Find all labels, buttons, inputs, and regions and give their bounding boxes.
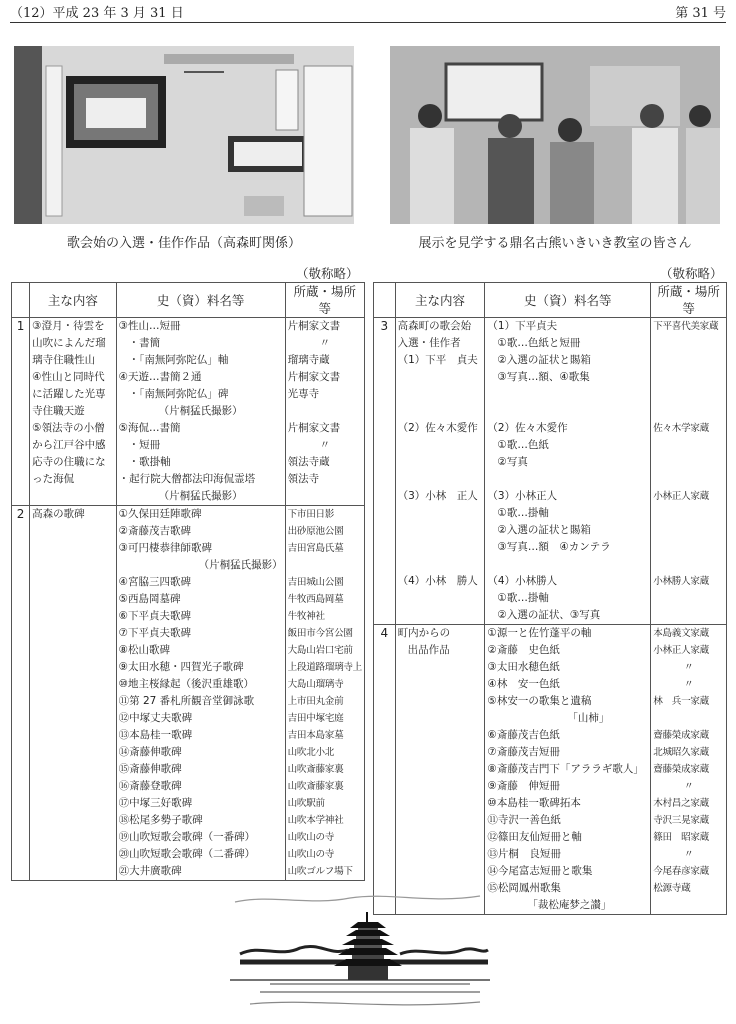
visitors-image	[390, 46, 720, 224]
owner-line: 山吹山の寺	[287, 832, 335, 843]
content-line: ⑤領法寺の小僧	[32, 422, 105, 434]
owner-line: 山吹本学神社	[287, 815, 344, 826]
material-line: ・歌掛軸	[128, 456, 171, 468]
row-owners	[651, 625, 727, 915]
owner-line: 小林正人家蔵	[653, 645, 709, 656]
content-line: 山吹によんだ瑠	[32, 337, 106, 349]
page-header	[10, 0, 726, 23]
owner-line: 光専寺	[287, 388, 320, 400]
owner-line: 領法寺	[287, 473, 320, 485]
content-line: （4）小林 勝人	[397, 575, 478, 587]
owner-line: 齋藤榮成家蔵	[653, 764, 709, 775]
table-row	[374, 318, 727, 625]
material-line: ④林 安一色紙	[487, 678, 560, 690]
owner-line: 牛牧西島岡墓	[287, 594, 344, 605]
material-line: （2）佐々木愛作	[487, 422, 568, 434]
owner-line: 吉田城山公園	[287, 577, 344, 588]
owner-line: 寺沢三晃家蔵	[653, 815, 709, 826]
row-content	[395, 318, 485, 625]
issue-number: 第 31 号	[675, 6, 726, 21]
owner-line: 〃	[319, 337, 331, 349]
material-line: ⑩本島桂一歌碑拓本	[487, 797, 581, 809]
material-line: ⑦下平貞夫歌碑	[118, 627, 192, 639]
row-owners	[285, 318, 364, 506]
material-line: ①源一と佐竹蓬平の軸	[487, 627, 592, 639]
col-num	[374, 283, 396, 318]
spacer	[653, 522, 724, 539]
material-line: （片桐猛氏撮影）	[158, 405, 243, 417]
material-line: ⑳山吹短歌会歌碑（二番碑）	[118, 848, 256, 860]
owner-line: 片桐家文書	[287, 320, 341, 332]
content-line: （1）下平 貞夫	[397, 354, 478, 366]
owner-line: 下市田日影	[287, 509, 335, 520]
owner-line	[288, 488, 362, 505]
spacer	[653, 505, 724, 522]
spacer	[398, 471, 483, 488]
material-line: 「裁松庵梦之讃」	[527, 899, 612, 911]
content-line: 璃寺住職性山	[32, 354, 96, 366]
owner-line: 出砂原池公園	[287, 526, 344, 537]
left-materials-table	[11, 282, 365, 881]
owner-line: 〃	[683, 849, 694, 860]
owner-line: 飯田市今宮公園	[287, 628, 353, 639]
content-line: 町内からの	[397, 627, 451, 639]
spacer	[398, 386, 483, 403]
row-number: 1	[12, 318, 30, 506]
material-line: ⑫中塚丈夫歌碑	[118, 712, 193, 724]
owner-line: 山吹ゴルフ場下	[287, 866, 353, 877]
material-line: ・短冊	[128, 439, 161, 451]
spacer	[398, 454, 483, 471]
honorific-note-right: （敬称略）	[660, 266, 723, 281]
owner-line: 〃	[683, 679, 694, 690]
spacer	[653, 386, 724, 403]
owner-line: 吉田本島家墓	[287, 730, 344, 741]
material-line: ⑤西島岡墓碑	[118, 593, 181, 605]
material-line: （4）小林勝人	[487, 575, 558, 587]
material-line: ⑨太田水穂・四賀光子歌碑	[118, 661, 244, 673]
material-line: （3）小林正人	[487, 490, 558, 502]
owner-line: 小林勝人家蔵	[653, 576, 709, 587]
spacer	[487, 471, 648, 488]
row-owners	[285, 506, 364, 881]
material-line: ⑱松尾多勢子歌碑	[118, 814, 203, 826]
material-line: ⑧斎藤茂吉門下「アララギ歌人」	[487, 763, 644, 775]
spacer	[487, 556, 648, 573]
material-line: ⑮松岡鳳州歌集	[487, 882, 561, 894]
col-content: 主な内容	[30, 283, 116, 318]
spacer	[398, 369, 483, 386]
row-content	[30, 506, 116, 881]
material-line: ③可円棲恭律師歌碑	[118, 542, 213, 554]
material-line: ①歌…掛軸	[497, 592, 549, 604]
table-row	[12, 506, 365, 881]
material-line: ①歌…色紙	[497, 439, 549, 451]
spacer	[653, 710, 724, 727]
material-line: ②斎藤茂吉歌碑	[118, 525, 192, 537]
exhibit-photo-left	[14, 46, 354, 224]
content-line: から江戸谷中感	[32, 439, 106, 451]
spacer	[653, 369, 724, 386]
col-owner: 所蔵・場所等	[285, 283, 364, 318]
row-materials	[116, 318, 285, 506]
spacer	[653, 454, 724, 471]
material-line: ②入選の証状と賜箱	[497, 524, 591, 536]
material-line: ④宮脇三四歌碑	[118, 576, 192, 588]
content-line: った海侃	[32, 473, 75, 485]
material-line: （1）下平貞夫	[487, 320, 558, 332]
spacer	[653, 897, 724, 914]
owner-line: 今尾春彦家蔵	[653, 866, 709, 877]
material-line: ②写真	[497, 456, 528, 468]
row-materials	[485, 625, 651, 915]
material-line: ③写真…額、④歌集	[497, 371, 590, 383]
col-material: 史（資）料名等	[116, 283, 285, 318]
owner-line	[288, 557, 362, 574]
owner-line: 瑠璃寺蔵	[287, 354, 330, 366]
spacer	[653, 607, 724, 624]
material-line: ・「南無阿弥陀仏」碑	[128, 388, 229, 400]
row-materials	[116, 506, 285, 881]
issue-date: （12）平成 23 年 3 月 31 日	[10, 6, 184, 21]
content-line: ④性山と同時代	[32, 371, 105, 383]
material-line: （片桐猛氏撮影）	[158, 490, 243, 502]
material-line: ⑧松山歌碑	[118, 644, 171, 656]
owner-line: 本島義文家蔵	[653, 628, 709, 639]
content-line: 応寺の住職にな	[32, 456, 106, 468]
material-line: ⑥斎藤茂吉色紙	[487, 729, 560, 741]
material-line: ④天遊…書簡２通	[118, 371, 202, 383]
spacer	[653, 590, 724, 607]
content-line: （3）小林 正人	[397, 490, 478, 502]
table-header-row	[374, 283, 727, 318]
owner-line: 小林正人家蔵	[653, 491, 709, 502]
material-line: ⑰中塚三好歌碑	[118, 797, 193, 809]
material-line: ・起行院大僧都法印海侃霊塔	[118, 473, 256, 485]
material-line: ⑮斎藤伸歌碑	[118, 763, 182, 775]
material-line: ⑲山吹短歌会歌碑（一番碑）	[118, 831, 256, 843]
row-materials	[485, 318, 651, 625]
owner-line: 吉田宮島氏墓	[287, 543, 344, 554]
spacer	[398, 437, 483, 454]
right-materials-table	[373, 282, 727, 915]
material-line: ③写真…額 ④カンテラ	[497, 541, 611, 553]
material-line: ①歌…掛軸	[497, 507, 549, 519]
spacer	[653, 471, 724, 488]
col-num	[12, 283, 30, 318]
material-line: ②入選の証状と賜箱	[497, 354, 591, 366]
row-content	[30, 318, 116, 506]
spacer	[398, 556, 483, 573]
content-line: 出品作品	[407, 644, 450, 656]
owner-line: 山吹駅前	[287, 798, 325, 809]
material-line: ・書簡	[128, 337, 161, 349]
material-line: ⑫篠田友仙短冊と軸	[487, 831, 582, 843]
row-owners	[651, 318, 727, 625]
owner-line: 林 兵一家蔵	[653, 696, 709, 707]
owner-line: 片桐家文書	[287, 422, 341, 434]
material-line: ⑪寺沢一善色紙	[487, 814, 561, 826]
material-line: ⑨斎藤 伸短冊	[487, 780, 560, 792]
owner-line: 〃	[319, 439, 331, 451]
material-line: ②入選の証状、③写真	[497, 609, 601, 621]
exhibit-photo-right	[390, 46, 720, 224]
material-line: ⑭今尾富志短冊と歌集	[487, 865, 593, 877]
material-line: ⑤海侃…書簡	[118, 422, 181, 434]
content-line: ③澄月・待雲を	[32, 320, 105, 332]
owner-line: 佐々木学家蔵	[653, 423, 709, 434]
table-row	[374, 625, 727, 915]
owner-line: 山吹斎藤家裏	[287, 781, 344, 792]
owner-line	[288, 403, 362, 420]
material-line: ⑬片桐 良短冊	[487, 848, 561, 860]
table-header-row	[12, 283, 365, 318]
spacer	[653, 403, 724, 420]
col-owner: 所蔵・場所等	[651, 283, 727, 318]
left-photo-caption: 歌会始の入選・佳作作品（高森町関係）	[66, 236, 301, 251]
material-line: 「山柿」	[567, 712, 610, 724]
row-number: 2	[12, 506, 30, 881]
owner-line: 木村昌之家蔵	[653, 798, 709, 809]
spacer	[487, 403, 648, 420]
right-photo-caption: 展示を見学する鼎名古熊いきいき教室の皆さん	[418, 236, 692, 251]
owner-line: 山吹山の寺	[287, 849, 335, 860]
spacer	[398, 505, 483, 522]
material-line: ②斎藤 史色紙	[487, 644, 560, 656]
owner-line: 大島山瑠璃寺	[287, 679, 344, 690]
material-line: ⑯斎藤登歌碑	[118, 780, 182, 792]
spacer	[487, 386, 648, 403]
content-line: （2）佐々木愛作	[397, 422, 478, 434]
material-line: ・「南無阿弥陀仏」軸	[128, 354, 229, 366]
owner-line: 〃	[683, 781, 694, 792]
owner-line: 上段道路瑠璃寺上	[287, 662, 362, 673]
spacer	[653, 437, 724, 454]
row-content	[395, 625, 485, 915]
material-line: ⑥下平貞夫歌碑	[118, 610, 192, 622]
material-line: ⑪第 27 番札所観音堂御詠歌	[118, 695, 255, 707]
content-line: 寺住職天遊	[32, 405, 85, 417]
owner-line: 上市田丸金前	[287, 696, 344, 707]
owner-line: 領法寺蔵	[287, 456, 330, 468]
owner-line: 山吹北小北	[287, 747, 335, 758]
material-line: ③太田水穂色紙	[487, 661, 560, 673]
material-line: ①久保田廷陣歌碑	[118, 508, 202, 520]
row-number: 3	[374, 318, 396, 625]
material-line: ⑩地主桜縁起（後沢重雄歌）	[118, 678, 255, 690]
spacer	[653, 539, 724, 556]
owner-line: 齋藤榮成家蔵	[653, 730, 709, 741]
owner-line: 北城昭久家蔵	[653, 747, 709, 758]
row-number: 4	[374, 625, 396, 915]
table-row	[12, 318, 365, 506]
owner-line: 山吹斎藤家裏	[287, 764, 344, 775]
material-line: （片桐猛氏撮影）	[198, 559, 283, 571]
material-line: ⑬本島桂一歌碑	[118, 729, 193, 741]
spacer	[653, 335, 724, 352]
owner-line: 篠田 昭家蔵	[653, 832, 709, 843]
spacer	[398, 403, 483, 420]
owner-line: 吉田中塚宅庭	[287, 713, 344, 724]
content-line: 高森の歌碑	[32, 508, 85, 520]
pagoda-sketch-illustration	[230, 884, 490, 1018]
content-line: 入選・佳作者	[397, 337, 461, 349]
content-line: に活躍した光専	[32, 388, 106, 400]
spacer	[653, 352, 724, 369]
spacer	[398, 539, 483, 556]
exhibit-wall-image	[14, 46, 354, 224]
owner-line: 大島山岩口宅前	[287, 645, 353, 656]
owner-line: 牛牧神社	[287, 611, 325, 622]
material-line: ⑤林安一の歌集と遺稿	[487, 695, 592, 707]
col-material: 史（資）料名等	[485, 283, 651, 318]
material-line: ⑭斎藤伸歌碑	[118, 746, 182, 758]
honorific-note-left: （敬称略）	[296, 266, 359, 281]
spacer	[653, 556, 724, 573]
owner-line: 片桐家文書	[287, 371, 341, 383]
col-content: 主な内容	[395, 283, 485, 318]
content-line: 高森町の歌会始	[397, 320, 472, 332]
owner-line: 〃	[683, 662, 694, 673]
spacer	[398, 522, 483, 539]
owner-line: 下平喜代美家蔵	[653, 321, 719, 332]
owner-line: 松源寺蔵	[653, 883, 691, 894]
material-line: ③性山…短冊	[118, 320, 181, 332]
material-line: ㉑大井廣歌碑	[118, 865, 182, 877]
material-line: ①歌…色紙と短冊	[497, 337, 581, 349]
material-line: ⑦斎藤茂吉短冊	[487, 746, 560, 758]
